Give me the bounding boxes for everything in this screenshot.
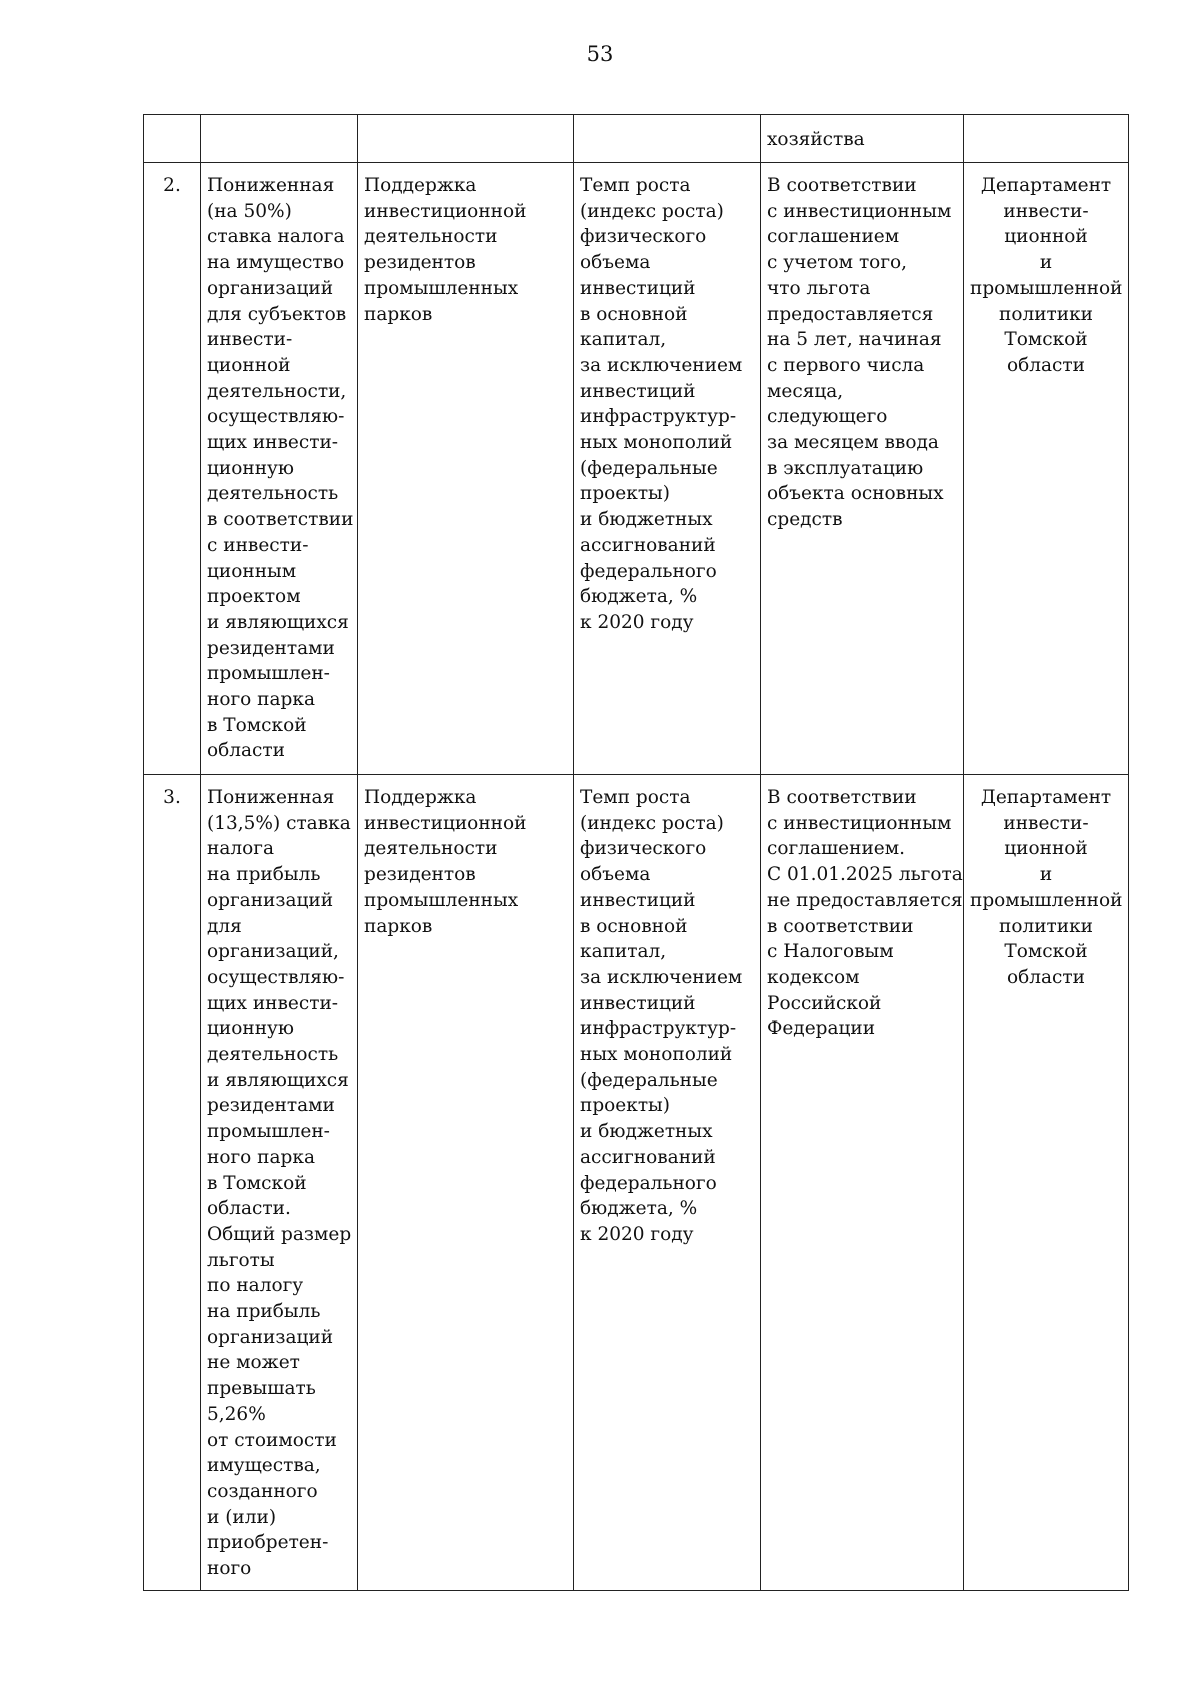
cell-text-line: льготы	[207, 1249, 275, 1271]
cell-text-line: деятельности	[364, 838, 498, 860]
cell-text-line: инвестиций	[580, 992, 696, 1014]
cell-text-line: ционную	[207, 1018, 295, 1040]
cell-indicator	[574, 115, 761, 163]
cell-text-line: для субъектов	[207, 303, 347, 325]
cell-text-line: за месяцем ввода	[767, 432, 939, 454]
cell-text-line: организаций	[207, 277, 334, 299]
cell-text-line: промышленной	[970, 277, 1123, 299]
cell-text-line: и (или)	[207, 1506, 277, 1528]
cell-text-line: на имущество	[207, 252, 345, 274]
cell-text-line: (федеральные	[580, 457, 718, 479]
cell-text-line: что льгота	[767, 277, 871, 299]
table-row	[144, 775, 1129, 1591]
cell-text-line: Пониженная	[207, 175, 335, 196]
cell-term	[761, 163, 964, 775]
cell-text-line: деятельности,	[207, 380, 347, 402]
cell-text-line: в основной	[580, 915, 688, 937]
cell-text-line: к 2020 году	[580, 1223, 694, 1245]
cell-text-line: и являющихся	[207, 611, 349, 633]
cell-text-line: ных монополий	[580, 432, 733, 454]
cell-text-line: ных монополий	[580, 1044, 733, 1066]
cell-text-line: (индекс роста)	[580, 200, 724, 222]
cell-text-line: объема	[580, 252, 651, 274]
cell-text-line: федерального	[580, 560, 717, 582]
cell-curator	[964, 775, 1129, 1591]
cell-text-line: проекты)	[580, 1095, 670, 1117]
table-row	[144, 163, 1129, 775]
cell-text-line: резидентами	[207, 637, 335, 659]
cell-text-line: соглашением	[767, 226, 900, 248]
cell-text-line: инвестиционной	[364, 812, 527, 834]
cell-text-line: политики	[998, 915, 1093, 937]
cell-text-line: не может	[207, 1352, 300, 1374]
cell-text-line: предоставляется	[767, 303, 934, 325]
cell-text-line: и являющихся	[207, 1069, 349, 1091]
cell-text-line: проектом	[207, 586, 301, 608]
cell-text-line: Российской	[767, 992, 882, 1014]
cell-benefit-name	[201, 115, 358, 163]
cell-text-line: в соответствии	[207, 509, 354, 531]
cell-text-line: Пониженная	[207, 787, 335, 808]
cell-text-line: бюджета, %	[580, 586, 698, 608]
cell-text-line: (федеральные	[580, 1069, 718, 1091]
cell-text-line: капитал,	[580, 941, 667, 963]
cell-text-line: приобретен-	[207, 1532, 329, 1554]
cell-text-line: ционной	[207, 354, 291, 376]
cell-text-line: объекта основных	[767, 483, 944, 505]
cell-text-line: деятельности	[364, 226, 498, 248]
cell-text-line: объема	[580, 864, 651, 886]
cell-text-line: организаций	[207, 889, 334, 911]
cell-number	[144, 115, 201, 163]
cell-indicator	[574, 775, 761, 1591]
cell-text-line: превышать	[207, 1378, 316, 1400]
cell-text-line: Департамент	[980, 175, 1112, 196]
cell-text-line: инфраструктур-	[580, 406, 737, 428]
cell-text-line: имущества,	[207, 1455, 321, 1477]
cell-text-line: парков	[364, 303, 433, 325]
cell-text-line: деятельность	[207, 1044, 339, 1066]
cell-text-line: (13,5%) ставка	[207, 812, 351, 834]
cell-number	[144, 775, 201, 1591]
cell-text-line: щих инвести-	[207, 992, 339, 1014]
cell-text-line: 3.	[163, 787, 181, 808]
cell-text-line: резидентами	[207, 1095, 335, 1117]
cell-text-line: В соответствии	[767, 787, 917, 808]
cell-text-line: в соответствии	[767, 915, 914, 937]
cell-text-line: области	[1007, 354, 1085, 376]
cell-text-line: и бюджетных	[580, 509, 713, 531]
cell-text-line: бюджета, %	[580, 1198, 698, 1220]
cell-text-line: парков	[364, 915, 433, 937]
cell-text-line: хозяйства	[767, 129, 865, 150]
cell-text-line: осуществляю-	[207, 406, 345, 428]
cell-text-line: щих инвести-	[207, 432, 339, 454]
cell-text-line: созданного	[207, 1480, 318, 1502]
cell-text-line: области	[207, 740, 285, 762]
cell-text-line: ставка налога	[207, 226, 345, 248]
cell-goal	[358, 163, 574, 775]
cell-text-line: ассигнований	[580, 534, 716, 556]
cell-curator	[964, 115, 1129, 163]
cell-indicator	[574, 163, 761, 775]
cell-text-line: инвести-	[1003, 812, 1089, 834]
cell-text-line: и бюджетных	[580, 1121, 713, 1143]
cell-text-line: Поддержка	[364, 175, 477, 196]
cell-text-line: ного	[207, 1558, 252, 1580]
cell-text-line: следующего	[767, 406, 888, 428]
cell-text-line: ассигнований	[580, 1146, 716, 1168]
cell-text-line: соглашением.	[767, 838, 906, 860]
cell-term	[761, 775, 964, 1591]
cell-text-line: ционной	[1004, 838, 1088, 860]
cell-text-line: инвестиций	[580, 889, 696, 911]
cell-goal	[358, 115, 574, 163]
cell-text-line: физического	[580, 838, 707, 860]
cell-text-line: физического	[580, 226, 707, 248]
cell-text-line: инвестиционной	[364, 200, 527, 222]
cell-text-line: ного парка	[207, 689, 315, 711]
cell-curator	[964, 163, 1129, 775]
cell-benefit-name	[201, 163, 358, 775]
cell-text-line: с Налоговым	[767, 941, 894, 963]
cell-text-line: инфраструктур-	[580, 1018, 737, 1040]
cell-text-line: с учетом того,	[767, 252, 908, 274]
cell-text-line: и	[1039, 864, 1053, 886]
cell-text-line: 2.	[163, 175, 181, 196]
cell-text-line: средств	[767, 509, 843, 531]
page-number: 53	[586, 42, 614, 66]
cell-text-line: за исключением	[580, 966, 743, 988]
cell-text-line: инвестиций	[580, 380, 696, 402]
cell-text-line: месяца,	[767, 380, 844, 402]
cell-text-line: на прибыль	[207, 864, 321, 886]
cell-text-line: в Томской	[207, 1172, 307, 1194]
cell-text-line: ционным	[207, 560, 297, 582]
cell-text-line: Темп роста	[580, 175, 691, 196]
cell-text-line: промышлен-	[207, 1121, 330, 1143]
cell-text-line: от стоимости	[207, 1429, 337, 1451]
cell-text-line: на прибыль	[207, 1301, 321, 1323]
cell-text-line: организаций,	[207, 941, 339, 963]
cell-text-line: инвести-	[207, 329, 293, 351]
cell-text-line: кодексом	[767, 966, 860, 988]
cell-text-line: за исключением	[580, 354, 743, 376]
cell-text-line: на 5 лет, начиная	[767, 329, 942, 351]
cell-text-line: Томской	[1004, 941, 1088, 963]
table-row	[144, 115, 1129, 163]
cell-goal	[358, 775, 574, 1591]
cell-text-line: промышленных	[364, 889, 519, 911]
cell-text-line: Общий размер	[207, 1223, 352, 1245]
cell-text-line: в основной	[580, 303, 688, 325]
cell-text-line: инвести-	[1003, 200, 1089, 222]
cell-text-line: с инвестиционным	[767, 200, 952, 222]
benefits-table	[143, 114, 1129, 1591]
cell-text-line: (на 50%)	[207, 200, 292, 222]
cell-text-line: инвестиций	[580, 277, 696, 299]
cell-text-line: Темп роста	[580, 787, 691, 808]
cell-text-line: по налогу	[207, 1275, 304, 1297]
cell-text-line: С 01.01.2025 льгота	[767, 864, 963, 886]
cell-text-line: Томской	[1004, 329, 1088, 351]
cell-text-line: ционной	[1004, 226, 1088, 248]
cell-text-line: резидентов	[364, 252, 476, 274]
cell-number	[144, 163, 201, 775]
cell-text-line: области.	[207, 1198, 291, 1220]
cell-text-line: в эксплуатацию	[767, 457, 924, 479]
cell-text-line: области	[1007, 966, 1085, 988]
cell-text-line: политики	[998, 303, 1093, 325]
cell-benefit-name	[201, 775, 358, 1591]
cell-text-line: Поддержка	[364, 787, 477, 808]
cell-text-line: ного парка	[207, 1146, 315, 1168]
cell-text-line: осуществляю-	[207, 966, 345, 988]
cell-text-line: с инвестиционным	[767, 812, 952, 834]
cell-text-line: 5,26%	[207, 1403, 266, 1425]
cell-text-line: резидентов	[364, 864, 476, 886]
cell-text-line: налога	[207, 838, 274, 860]
cell-text-line: Департамент	[980, 787, 1112, 808]
cell-term	[761, 115, 964, 163]
cell-text-line: деятельность	[207, 483, 339, 505]
cell-text-line: организаций	[207, 1326, 334, 1348]
cell-text-line: промышлен-	[207, 663, 330, 685]
cell-text-line: промышленной	[970, 889, 1123, 911]
cell-text-line: к 2020 году	[580, 611, 694, 633]
cell-text-line: в Томской	[207, 714, 307, 736]
cell-text-line: (индекс роста)	[580, 812, 724, 834]
cell-text-line: с инвести-	[207, 534, 309, 556]
cell-text-line: с первого числа	[767, 354, 925, 376]
cell-text-line: ционную	[207, 457, 295, 479]
cell-text-line: капитал,	[580, 329, 667, 351]
cell-text-line: В соответствии	[767, 175, 917, 196]
cell-text-line: не предоставляется	[767, 889, 963, 911]
cell-text-line: для	[207, 915, 242, 937]
cell-text-line: проекты)	[580, 483, 670, 505]
cell-text-line: Федерации	[767, 1018, 876, 1040]
cell-text-line: и	[1039, 252, 1053, 274]
cell-text-line: промышленных	[364, 277, 519, 299]
cell-text-line: федерального	[580, 1172, 717, 1194]
